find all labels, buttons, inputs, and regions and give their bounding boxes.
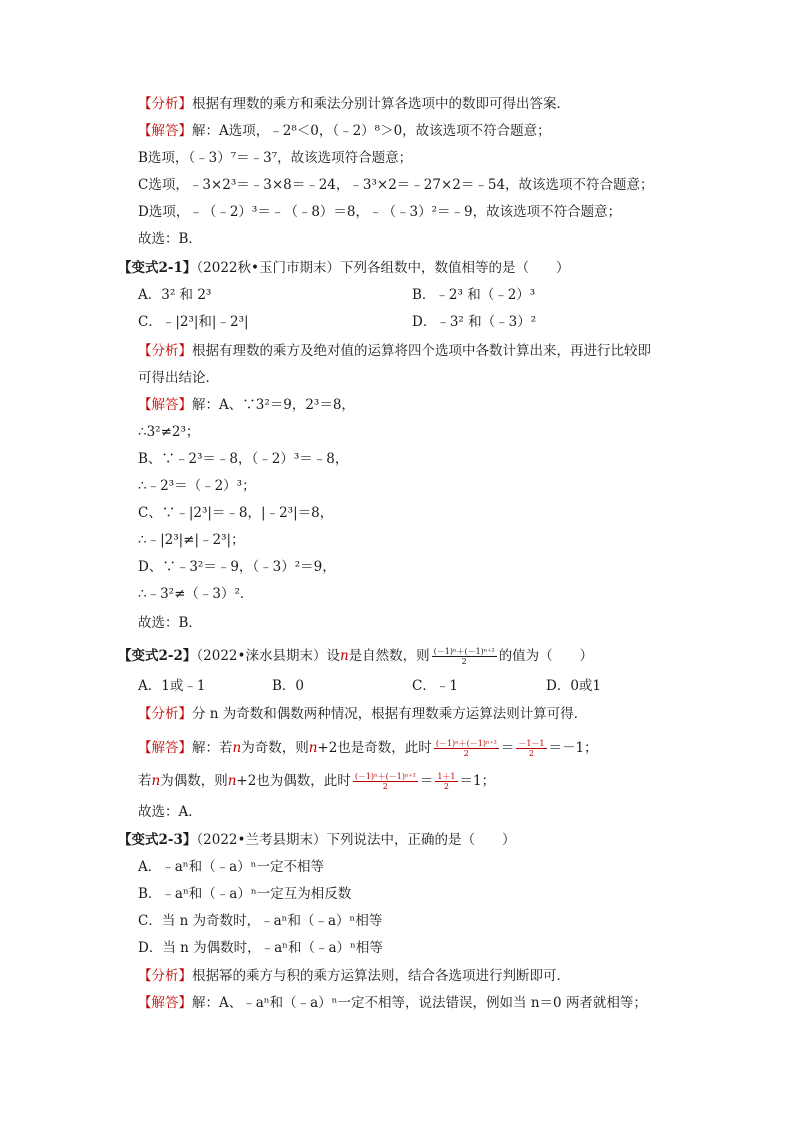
answer-tag: 【解答】: [138, 740, 192, 756]
option-d: D．当 n 为偶数时，﹣aⁿ和（﹣a）ⁿ相等: [138, 940, 383, 956]
option-c: C．当 n 为奇数时，﹣aⁿ和（﹣a）ⁿ相等: [138, 913, 383, 929]
answer-line: ∴﹣2³＝（﹣2）³；: [138, 478, 256, 494]
fraction-numerator: (－1)ⁿ＋(－1)ⁿ⁺²: [433, 647, 495, 656]
question-text: （2022•兰考县期末）下列说法中，正确的是（ ）: [196, 832, 516, 848]
analysis-line: 可得出结论．: [138, 370, 219, 386]
fraction: [434, 739, 499, 758]
option-d: D．0或1: [546, 678, 602, 694]
variable-n: n: [232, 740, 242, 756]
choose-line: 故选：B．: [138, 615, 202, 631]
answer-line: ∴3²≠2³；: [138, 424, 200, 440]
equals-sign: ＝: [500, 740, 515, 756]
answer-tag: 【解答】: [138, 995, 192, 1011]
answer-tag: 【解答】: [138, 397, 192, 413]
equals-sign: ＝: [419, 773, 434, 789]
question-tag: 【变式2-1】: [118, 260, 197, 276]
answer-line: [138, 395, 355, 415]
answer-line: D选项，﹣（﹣2）³＝﹣（﹣8）＝8，﹣（﹣3）²＝﹣9，故该选项不符合题意；: [138, 204, 622, 220]
fraction-numerator: －1－1: [518, 739, 545, 748]
answer-line: [138, 121, 551, 141]
answer-line: B、∵﹣2³＝﹣8，（﹣2）³＝﹣8，: [138, 451, 349, 467]
answer-line: C选项，﹣3×2³＝﹣3×8＝﹣24，﹣3³×2＝﹣27×2＝﹣54，故该选项不符合题意；: [138, 177, 654, 193]
answer-line: [138, 738, 598, 758]
answer-tag: 【解答】: [138, 123, 192, 139]
analysis-tag: 【分析】: [138, 968, 192, 984]
option-c: C．﹣|2³|和|﹣2³|: [138, 314, 249, 330]
answer-text: 解：若: [192, 740, 233, 756]
answer-line: [138, 993, 647, 1013]
option-a: A．3² 和 2³: [138, 287, 212, 303]
answer-text: 解：A选项，﹣2⁸＜0，（﹣2）⁸＞0，故该选项不符合题意；: [192, 123, 551, 139]
fraction-denominator: 2: [382, 782, 388, 791]
option-a: A．﹣aⁿ和（﹣a）ⁿ一定不相等: [138, 859, 325, 875]
question-tag: 【变式2-2】: [118, 648, 197, 664]
answer-text: 为偶数，则: [160, 773, 228, 789]
answer-text: +2也为偶数，此时: [236, 773, 351, 789]
variable-n: n: [308, 740, 318, 756]
analysis-line: [138, 341, 651, 361]
fraction-numerator: 1＋1: [437, 772, 456, 781]
option-b: B．﹣aⁿ和（﹣a）ⁿ一定互为相反数: [138, 886, 352, 902]
answer-line: ∴﹣|2³|≠|﹣2³|；: [138, 532, 245, 548]
analysis-line: [138, 94, 570, 114]
question-stem: [118, 646, 593, 666]
analysis-text: 根据有理数的乘方和乘法分别计算各选项中的数即可得出答案．: [192, 96, 570, 112]
analysis-tag: 【分析】: [138, 96, 192, 112]
analysis-text: 根据幂的乘方与积的乘方运算法则，结合各选项进行判断即可．: [192, 968, 570, 984]
fraction: [435, 772, 457, 791]
answer-line: D、∵﹣3²＝﹣9，（﹣3）²＝9，: [138, 559, 336, 575]
analysis-line: [138, 704, 587, 724]
question-tag: 【变式2-3】: [118, 832, 197, 848]
question-text: 的值为（ ）: [498, 648, 594, 664]
answer-line: [138, 771, 495, 791]
analysis-text: 根据有理数的乘方及绝对值的运算将四个选项中各数计算出来，再进行比较即: [192, 343, 651, 359]
option-b: B．0: [272, 678, 305, 694]
variable-n: n: [339, 648, 349, 664]
question-text: （2022•涞水县期末）设: [196, 648, 340, 664]
fraction: [516, 739, 546, 758]
option-c: C．﹣1: [412, 678, 458, 694]
variable-n: n: [227, 773, 237, 789]
choose-line: 故选：B．: [138, 231, 202, 247]
answer-text: +2也是奇数，此时: [317, 740, 432, 756]
choose-line: 故选：A．: [138, 804, 202, 820]
fraction-numerator: (－1)ⁿ＋(－1)ⁿ⁺²: [435, 739, 497, 748]
option-a: A．1或﹣1: [138, 678, 206, 694]
fraction-denominator: 2: [463, 749, 469, 758]
question-text: 是自然数，则: [348, 648, 430, 664]
analysis-text: 分 n 为奇数和偶数两种情况，根据有理数乘方运算法则计算可得．: [192, 706, 588, 722]
fraction: [353, 772, 418, 791]
fraction: [432, 647, 497, 666]
answer-text: ＝－1；: [548, 740, 598, 756]
fraction-numerator: (－1)ⁿ＋(－1)ⁿ⁺²: [354, 772, 416, 781]
fraction-denominator: 2: [443, 782, 449, 791]
analysis-line: [138, 966, 570, 986]
answer-text: 为奇数，则: [241, 740, 309, 756]
answer-text: 解：A、∵3²＝9，2³＝8，: [192, 397, 355, 413]
answer-line: C、∵﹣|2³|＝﹣8，|﹣2³|＝8，: [138, 505, 334, 521]
option-d: D．﹣3² 和（﹣3）²: [412, 314, 537, 330]
answer-text: 若: [138, 773, 152, 789]
variable-n: n: [151, 773, 161, 789]
question-stem: [118, 830, 515, 850]
question-stem: [118, 258, 569, 278]
option-b: B．﹣2³ 和（﹣2）³: [412, 287, 536, 303]
analysis-tag: 【分析】: [138, 343, 192, 359]
answer-line: ∴﹣3²≠（﹣3）²．: [138, 586, 254, 602]
fraction-denominator: 2: [461, 657, 467, 666]
answer-text: 解：A、﹣aⁿ和（﹣a）ⁿ一定不相等，说法错误，例如当 n＝0 两者就相等；: [192, 995, 647, 1011]
question-text: （2022秋•玉门市期末）下列各组数中，数值相等的是（ ）: [196, 260, 570, 276]
answer-text: ＝1；: [459, 773, 496, 789]
analysis-tag: 【分析】: [138, 706, 192, 722]
answer-line: B选项，（﹣3）⁷＝﹣3⁷，故该选项符合题意；: [138, 150, 413, 166]
fraction-denominator: 2: [528, 749, 534, 758]
